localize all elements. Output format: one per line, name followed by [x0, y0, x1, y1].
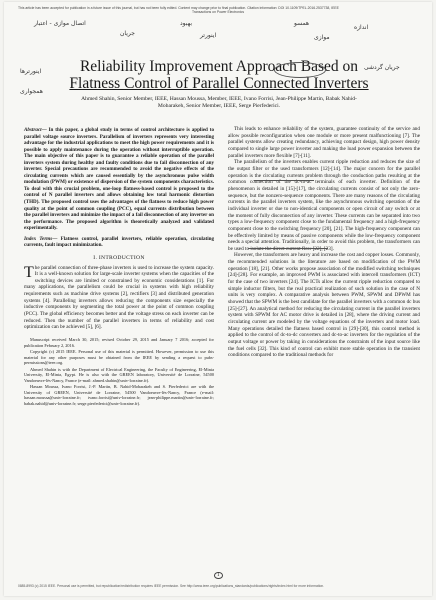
paper-title: Reliability Improvement Approach Based on Flatness Control of Parallel Connected Inverters: [69, 58, 369, 92]
handwritten-note: اندازه: [354, 24, 369, 31]
pen-circle: [274, 62, 326, 78]
body-paragraph: This leads to enhance reliability of the system, guarantee continuity of the service and allow possible reconfiguration when one module or more present malfunctioning [7]. The parallel systems allow creating redundancy, achieving compact design, high power density compared to single large power inverter and making the load power expansion between the parallel inverters more flexible [7]-[11].: [228, 126, 420, 159]
handwritten-note: اینورتر: [200, 32, 217, 39]
handwritten-note: موازی: [314, 34, 330, 41]
pen-underline: [254, 180, 314, 181]
page-number: 1: [214, 572, 223, 579]
drop-cap: T: [24, 263, 34, 281]
handwritten-note: همسو: [294, 20, 310, 27]
author-list: Ahmed Shahin, Senior Member, IEEE, Hassan Moussa, Member, IEEE, Ivano Forrisi, Jean-Philippe Martin, Babak Nahid- Mobarakeh, Senior Member, IEEE, Serge Pierfederici.: [81, 96, 357, 110]
index-terms: Index Terms— Flatness control, parallel inverters, reliable operation, circulating currents, fault impact minimization.: [24, 235, 214, 249]
body-paragraph: The parallelism of the inverters enables current ripple reduction and reduces the size of the output filter or the used transformers [12]-[14]. The major concern for the parallel operation is the circulating currents problem through the conduction paths resulting at the common connection of the dc-to-ac terminals of each inverter. Definition of the phenomenon is detailed in [15]-[17], the circulating currents consist of not only the zero-sequence, but the nonzero-sequence components. There are many reasons of the circulating currents in the parallel inverters system, like the asynchronous switching operation of the individual inverter or due to non-identical components or open circuit of any switch or at the moment of fully disconnection of any inverter. These currents can be separated into two types a low-frequency component close to the fundamental frequency and a high-frequency component close to the switching frequency [20], [21]. The high-frequency component can be effectively limited by means of passive components while the low-frequency component needs a special attention. Traditionally, in order to avoid this problem, the transformers can be used to isolate the direct current flow [22], [23].: [228, 159, 420, 252]
handwritten-note: جریان: [120, 30, 135, 37]
handwritten-note: اینورترها: [20, 68, 42, 75]
intro-paragraph: The parallel connection of three-phase inverters is used to increase the system capacity. It is a well-known solution for large-scale inverter systems when the capacities of the switching devices are limited or constrained by economic considerations [1]. For many applications, the parallelism could be crucial in systems with high reliability requirements such as machine drive systems [2], rectifiers [3] and distributed generation systems [4]. Paralleling inverters allows reducing the components size especially the inductive components by segmenting the total power at the point of common coupling (PCC). The global efficiency becomes better and the voltage stress on each inverter can be reduced. Then the number of the parallel inverters in terms of reliability and cost optimization can be achieved [5], [6].: [24, 263, 214, 331]
paper-page: [4, 2, 432, 596]
left-column: [24, 127, 214, 407]
right-column: [228, 126, 420, 359]
pen-underline: [248, 248, 328, 249]
section-heading: I. INTRODUCTION: [93, 254, 145, 261]
handwritten-note: بهبود: [180, 20, 193, 27]
copyright-notice: 0885-8993 (c) 2015 IEEE. Personal use is permitted, but republication/redistribution requires IEEE permission. See http://www.ieee.org/publications_standards/publications/rights/index.html for more information.: [18, 584, 325, 588]
handwritten-note: همجواری: [20, 88, 43, 95]
abstract: Abstract— In this paper, a global study in terms of control architecture is applied to parallel voltage source inverters. Parallelism of inverters represents very interesting advantage for the industrial applications to meet the high power requirements and it is possible to apply maintenance during the operation without interruptible operation. The main objective of this paper is to guarantee a reliable operation of the parallel inverters system during healthy and faulty conditions due to fail disconnection of any inverter. Special precautions are recommended to avoid the negative effects of the circulating currents which are caused essentially by the asynchronous pulse width modulation (PWM) or existence of dispersion of the system components characteristics. To deal with this crucial problem, one-loop flatness-based control is proposed to the control of N parallel inverters and allows obtaining low total harmonic distortion (THD). The proposed control uses the advantages of the flatness to reduce high power quality at the point of common coupling (PCC), equal currents distribution between the parallel inverters and minimize the impact of a fail disconnection of any inverter on the performance. The proposed algorithm is theoretically analyzed and validated experimentally.: [24, 127, 214, 232]
body-paragraph: However, the transformers are heavy and increase the cost and copper losses. Commonly, the recommended solutions in the literature are based on modification of the PWM operation [18], [21]. Other works propose association of the modified switching techniques [24]-[28]. For example, an improved PWM is associated with intercell transformers (ICT) for the case of two inverters [24]. The ICTs allow the current ripple reduction compared to simple inductor filters, but the real practical realization of such solution in the case of N units is very complex. A comparative analysis between PWM, SPWM and DPWM has showed that the SPWM is the best candidate for the parallel inverters with a common dc bus [25]-[27]. An analytical method for reducing the circulating current in the parallel inverters system with SPWM for AC motor drive is detailed in [28], where the driving current and circulating current are modeled by the voltage equations of the inverters and motor load. Many operations detailed the flatness based control in [29]-[30], this control method is applied to the control of dc-to-dc converters and dc-to-ac inverters for the regulation of the output voltage or power by taking in considerations the constraints of the input source like the fuel cells [32]. This kind of control can exhibit more stable operation in the transient conditions compared to the traditional methods for: [228, 252, 420, 359]
handwritten-note: جریان گردشی: [364, 64, 400, 71]
publication-notice: This article has been accepted for publication in a future issue of this journal, but has not been fully edited. Content may change prior to final publication. Citation information: DOI 10.1109/TPEL.2016.2537738, IEEE Transactions on Power Electronics: [18, 6, 339, 15]
footnote: Manuscript received March 30, 2015; revised October 29, 2015 and January 7 2016; accepted for publication February 2, 2016. Copyright (c) 2015 IEEE. Personal use of this material is permitted. However, permission to use this material for any other purposes must be obtained from the IEEE by sending a request to pubs-permissions@ieee.org. Ahmed Shahin is with the Department of Electrical Engineering, the Faculty of Engineering, El-Minia University, El-Minia, Egypt. He is also with the GREEN laboratory, Université de Lorraine, 54500 Vandoeuvre-lès-Nancy, France (e-mail: ahmed.shahin@univ-lorraine.fr). Hassan Moussa, Ivano Forrisi, J.-P. Martin, B. Nahid-Mobarakeh and S. Pierfederici are with the University of GREEN, Université de Lorraine, 54500 Vandoeuvre-lès-Nancy, France (e-mail: hassan.moussa@univ-lorraine.fr; ivano.forrisi@univ-lorraine.fr; jean-philippe.martin@univ-lorraine.fr; babak.nahid@univ-lorraine.fr; serge.pierfederici@univ-lorraine.fr).: [24, 337, 214, 406]
handwritten-note: اتصال موازی - اعتبار: [34, 20, 86, 27]
